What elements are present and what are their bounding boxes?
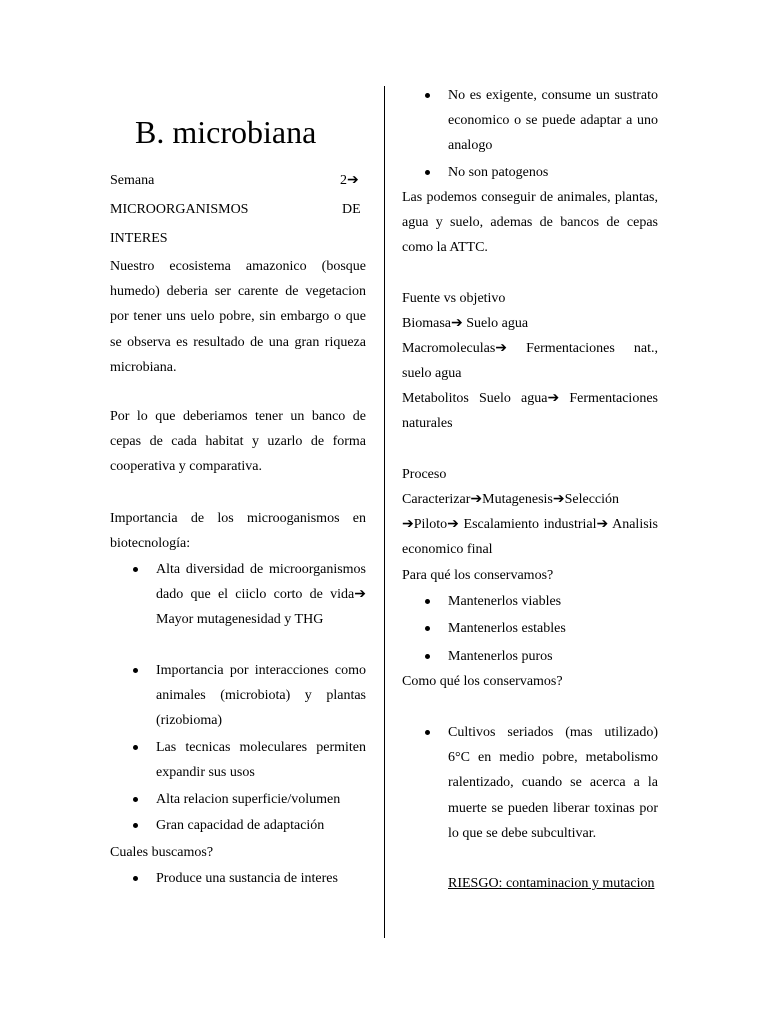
list-item: Alta diversidad de microorganismos dado que el ciiclo corto de vida➔ Mayor mutagenesidad y THG [156, 562, 366, 628]
bullet-icon [133, 797, 138, 802]
bullet-icon [425, 170, 430, 175]
list-item: Gran capacidad de adaptación [156, 818, 325, 833]
macromoleculas-line: Macromoleculas➔ Fermentaciones nat., suelo agua [402, 341, 658, 382]
list-item: Alta relacion superficie/volumen [156, 792, 341, 807]
paragraph-importancia: Importancia de los microoganismos en biotecnología: [110, 511, 366, 552]
riesgo-text: RIESGO: contaminacion y mutacion [448, 876, 655, 891]
bullet-icon [425, 654, 430, 659]
bullet-icon [133, 823, 138, 828]
list-item: Cultivos seriados (mas utilizado) 6°C en medio pobre, metabolismo ralentizado, cuando se acerca a la muerte se pueden liberar toxinas por lo que se debe subcultivar. [448, 725, 658, 841]
list-item: No son patogenos [448, 165, 549, 180]
paragraph-ecosistema: Nuestro ecosistema amazonico (bosque humedo) deberia ser carente de vegetacion por tener uns uelo pobre, sin embargo o que se observa es resultado de una gran riqueza microbiana. [110, 259, 366, 375]
bullet-icon [425, 93, 430, 98]
proceso-text: Caracterizar➔Mutagenesis➔Selección ➔Piloto➔ Escalamiento industrial➔ Analisis economico final [402, 492, 658, 558]
biomasa-line: Biomasa➔ Suelo agua [402, 316, 529, 331]
bullet-icon [425, 626, 430, 631]
week-number: 2➔ [340, 173, 359, 188]
list-item: Mantenerlos viables [448, 594, 562, 609]
metabolitos-line: Metabolitos Suelo agua➔ Fermentaciones naturales [402, 391, 658, 432]
heading-interes: INTERES [110, 231, 168, 246]
proceso-label: Proceso [402, 467, 447, 482]
list-item: No es exigente, consume un sustrato economico o se puede adaptar a uno analogo [448, 88, 658, 154]
paragraph-banco-cepas: Por lo que deberiamos tener un banco de cepas de cada habitat y uzarlo de forma cooperativa y comparativa. [110, 409, 366, 475]
list-item: Mantenerlos puros [448, 649, 553, 664]
bullet-icon [133, 567, 138, 572]
week-label: Semana [110, 173, 155, 188]
list-item: Las tecnicas moleculares permiten expandir sus usos [156, 740, 366, 781]
heading-microorganismos: MICROORGANISMOS [110, 202, 249, 217]
bullet-icon [133, 745, 138, 750]
heading-de: DE [342, 202, 361, 217]
list-item: Mantenerlos estables [448, 621, 566, 636]
bullet-icon [425, 599, 430, 604]
bullet-icon [133, 876, 138, 881]
como-que-label: Como qué los conservamos? [402, 674, 563, 689]
list-item: Importancia por interacciones como animales (microbiota) y plantas (rizobioma) [156, 663, 366, 729]
para-que-label: Para qué los conservamos? [402, 568, 554, 583]
cuales-buscamos: Cuales buscamos? [110, 845, 214, 860]
bullet-icon [133, 668, 138, 673]
fuente-label: Fuente vs objetivo [402, 291, 506, 306]
list-item: Produce una sustancia de interes [156, 871, 338, 886]
column-divider [384, 86, 385, 938]
document-title: B. microbiana [135, 114, 317, 150]
bullet-icon [425, 730, 430, 735]
paragraph-conseguir: Las podemos conseguir de animales, plantas, agua y suelo, ademas de bancos de cepas como la ATTC. [402, 190, 658, 256]
